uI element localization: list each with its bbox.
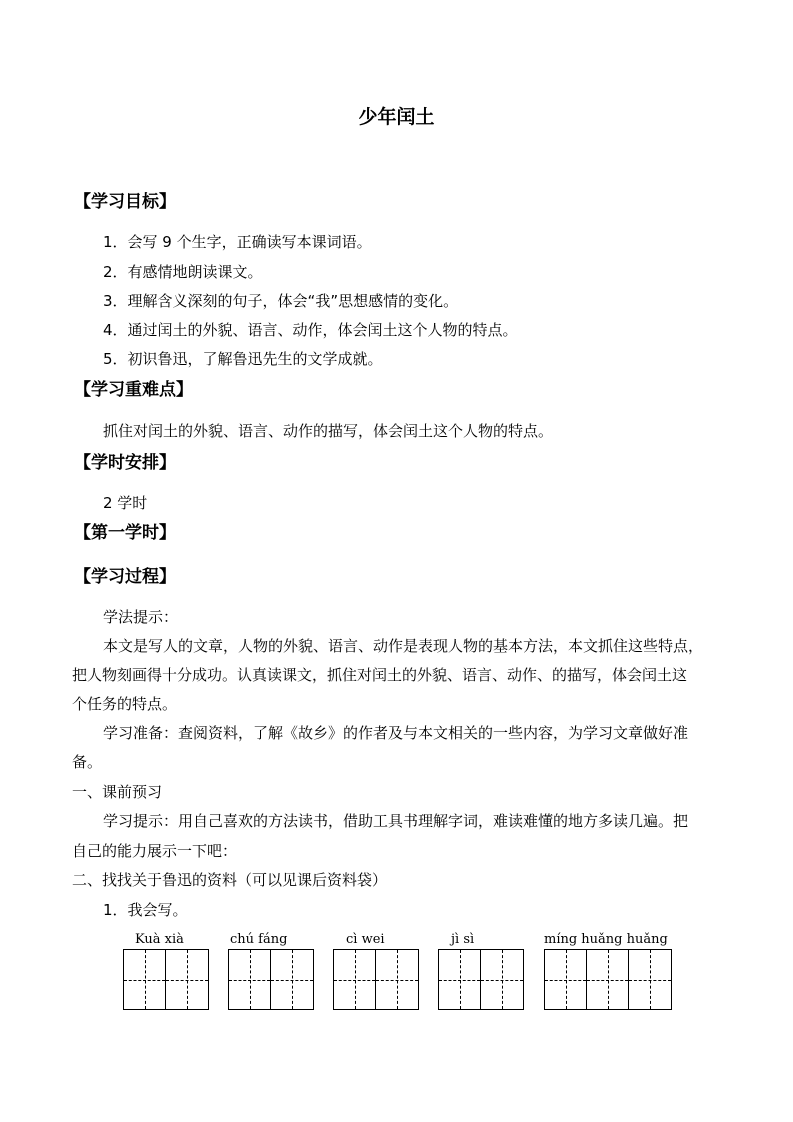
part1-tip-line-2: 自己的能力展示一下吧： [72,842,238,860]
prep-line-1: 学习准备：查阅资料，了解《故乡》的作者及与本文相关的一些内容，为学习文章做好准 [103,724,689,742]
pinyin-label: Kuà xià [135,932,184,947]
pinyin-label: jì sì [451,932,475,947]
prep-line-2: 备。 [72,753,103,771]
tian-cell[interactable] [124,950,166,1009]
tian-cell[interactable] [587,950,629,1009]
tian-cell[interactable] [481,950,523,1009]
writing-grid[interactable] [123,949,209,1010]
key-text: 抓住对闰土的外貌、语言、动作的描写，体会闰土这个人物的特点。 [103,422,554,440]
part1-heading: 一、课前预习 [72,783,163,801]
goals-heading: 【学习目标】 [74,192,176,212]
schedule-heading: 【学时安排】 [74,453,176,473]
writing-grid[interactable] [228,949,314,1010]
goal-item-2: 2．有感情地朗读课文。 [103,263,263,281]
goal-item-4: 4．通过闰土的外貌、语言、动作，体会闰土这个人物的特点。 [103,321,518,339]
tian-cell[interactable] [545,950,587,1009]
pinyin-label: cì wei [346,932,385,947]
para1-line-2: 把人物刻画得十分成功。认真读课文，抓住对闰土的外貌、语言、动作、的描写，体会闰土这 [72,666,688,684]
tian-cell[interactable] [629,950,671,1009]
part2-heading: 二、找找关于鲁迅的资料（可以见课后资料袋） [72,871,388,889]
tian-cell[interactable] [376,950,418,1009]
pinyin-label: míng huǎng huǎng [544,932,668,947]
para1-line-3: 个任务的特点。 [72,695,178,713]
part1-tip-line-1: 学习提示：用自己喜欢的方法读书，借助工具书理解字词，难读难懂的地方多读几遍。把 [103,812,689,830]
writing-grid[interactable] [333,949,419,1010]
goal-item-1: 1．会写 9 个生字，正确读写本课词语。 [103,233,372,251]
schedule-text: 2 学时 [103,494,148,512]
tian-cell[interactable] [229,950,271,1009]
first-period-heading: 【第一学时】 [74,523,176,543]
tian-cell[interactable] [334,950,376,1009]
goal-item-5: 5．初识鲁迅，了解鲁迅先生的文学成就。 [103,350,383,368]
writing-grid[interactable] [544,949,672,1010]
item-1: 1．我会写。 [103,901,188,919]
process-heading: 【学习过程】 [74,567,176,587]
tian-cell[interactable] [271,950,313,1009]
writing-grid[interactable] [438,949,524,1010]
pinyin-label: chú fáng [230,932,288,947]
tian-cell[interactable] [166,950,208,1009]
para1-line-1: 本文是写人的文章，人物的外貌、语言、动作是表现人物的基本方法，本文抓住这些特点， [103,637,704,655]
goal-item-3: 3．理解含义深刻的句子，体会“我”思想感情的变化。 [103,292,459,310]
document-title: 少年闰土 [358,106,435,128]
key-heading: 【学习重难点】 [74,380,193,400]
tian-cell[interactable] [439,950,481,1009]
tip-label: 学法提示： [103,608,179,626]
